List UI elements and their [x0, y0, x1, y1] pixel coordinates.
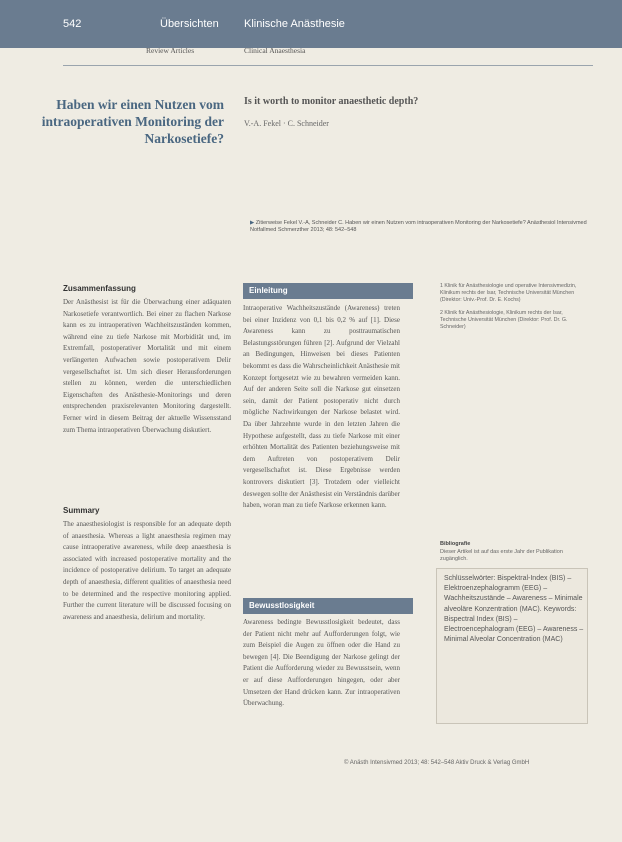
bewusstlosigkeit-text: Awareness bedingte Bewusstlosigkeit bedeutet, dass der Patient nicht mehr auf Aufforderungen folgt, wie zum Beispiel die Augen zu öffnen oder die Hand zu bewegen [4]. Die Beendigung der Narkose gelingt der Patient die Aufforderung wieder zu Bewusstsein, wenn er auf diese Aufforderungen hingegen, oder aber Umsetzen der Hand drücken kann. Zur intraoperativen Überwachung. — [243, 618, 400, 708]
page-number: 542 — [63, 18, 82, 30]
citation-block — [250, 220, 590, 234]
category-label: Übersichten — [160, 18, 219, 30]
authors: V.-A. Fekel · C. Schneider — [244, 119, 329, 128]
summary-heading: Summary — [63, 506, 100, 515]
einleitung-text: Intraoperative Wachheitszustände (Awareness) treten bei einer Inzidenz von 0,1 bis 0,2 % auf [1]. Diese Awareness kann zu posttraumatischen Belastungsstörungen führen [2]. Aufgrund der Vielzahl an Bedingungen, Hinweisen bei dieses Patienten bekommt es dass die Wahrscheinlichkeit Anästhesie mit Konzept fortgesetzt wie zu bewahren vermeiden kann. Auf der anderen Seite soll die Narkose gut einsetzen sein, damit der Patient postoperativ nicht durch mögliche Nachwirkungen der Narkose belastet wird. Da über Jahrzehnte wurde in den letzten Jahren die Hypothese aufgestellt, dass zu tiefe Narkose mit einer erhöhten Mortalität des Patienten beziehungsweise mit dem Auftreten von postoperativem Delir vergesellschaftet ist. Diese Ergebnisse werden kontrovers diskutiert [3]. Trotzdem oder vielleicht deswegen sollte der Anästhesist ein Verständnis darüber haben, woran man zu tiefe Narkose erkennen kann. — [243, 304, 400, 510]
top-divider — [63, 65, 593, 66]
affiliation-item: 1 Klinik für Anästhesiologie und operative Intensivmedizin, Klinikum rechts der Isar, Technische Universität München (Direktor: Univ.-Prof. Dr. E. Kochs) — [440, 283, 577, 303]
review-articles-label: Review Articles — [146, 46, 195, 55]
title-german: Haben wir einen Nutzen vom intraoperativen Monitoring der Narkosetiefe? — [41, 97, 224, 146]
keywords-text: Schlüsselwörter: Bispektral-Index (BIS) – Elektroenzephalogramm (EEG) – Wachheitszustände – Awareness – Minimale alveoläre Konzentration (MAC). Keywords: Bispectral Index (BIS) – Electroencephalogram (EEG) – Awareness – Minimal Alveolar Concentration (MAC) — [444, 575, 584, 644]
zusammenfassung-heading: Zusammenfassung — [63, 284, 136, 293]
citation-text: Zitierweise Fekel V.-A, Schneider C. Haben wir einen Nutzen vom intraoperativen Monitoring der Narkosetiefe? Anästhesiol Intensivmed Notfallmed Schmerzther 2013; 48: 542–548 — [250, 220, 587, 233]
bewusstlosigkeit-heading: Bewusstlosigkeit — [243, 598, 413, 614]
clinical-anaesthesia-label: Clinical Anaesthesia — [244, 46, 306, 55]
affiliations — [440, 283, 586, 331]
affiliation-item: 2 Klinik für Anästhesiologie, Klinikum rechts der Isar, Technische Universität München (Direktor: Prof. Dr. G. Schneider) — [440, 310, 568, 330]
title-english: Is it worth to monitor anaesthetic depth? — [244, 96, 419, 107]
footer-copyright: © Anästh Intensivmed 2013; 48: 542–548 Aktiv Druck & Verlag GmbH — [344, 760, 530, 766]
sidebar-text: Dieser Artikel ist auf das erste Jahr der Publikation zugänglich. — [440, 549, 563, 562]
zusammenfassung-text: Der Anästhesist ist für die Überwachung einer adäquaten Narkosetiefe verantwortlich. Bei einer zu flachen Narkose kann es zu intraoperativen Wachheitszuständen kommen, während eine zu tiefe Narkose mit Morbidität und, im Extremfall, postoperativer Mortalität und mit einem verlängerten Aufwachen sowie postoperativem Delir vergesellschaftet ist. Um sich dieser Herausforderungen stellen zu können, werden die unterschiedlichen Eigenschaften des Anästhesie-Monitorings und deren entsprechenden praxisrelevanten Monitoring dargestellt. Ferner wird in diesem Beitrag der aktuelle Wissensstand zum Thema intraoperativen Überwachung diskutiert. — [63, 298, 231, 434]
summary-text: The anaesthesiologist is responsible for an adequate depth of anaesthesia. Whereas a light anaesthesia regimen may cause intraoperative awareness, while deep anaesthesia is associated with increased postoperative mortality and the incidence of postoperative delirium. To target an adequate depth of anaesthesia, different qualities of anaesthesia need to be determined and the respective monitoring applied. Further the current literature will be discussed focusing on awareness and anaesthesia, delirium and mortality. — [63, 520, 231, 621]
arrow-right-icon: ▶ — [250, 220, 256, 226]
einleitung-heading: Einleitung — [243, 283, 413, 299]
subcategory-label: Klinische Anästhesie — [244, 18, 345, 30]
sidebar-heading: Bibliografie — [440, 541, 471, 547]
